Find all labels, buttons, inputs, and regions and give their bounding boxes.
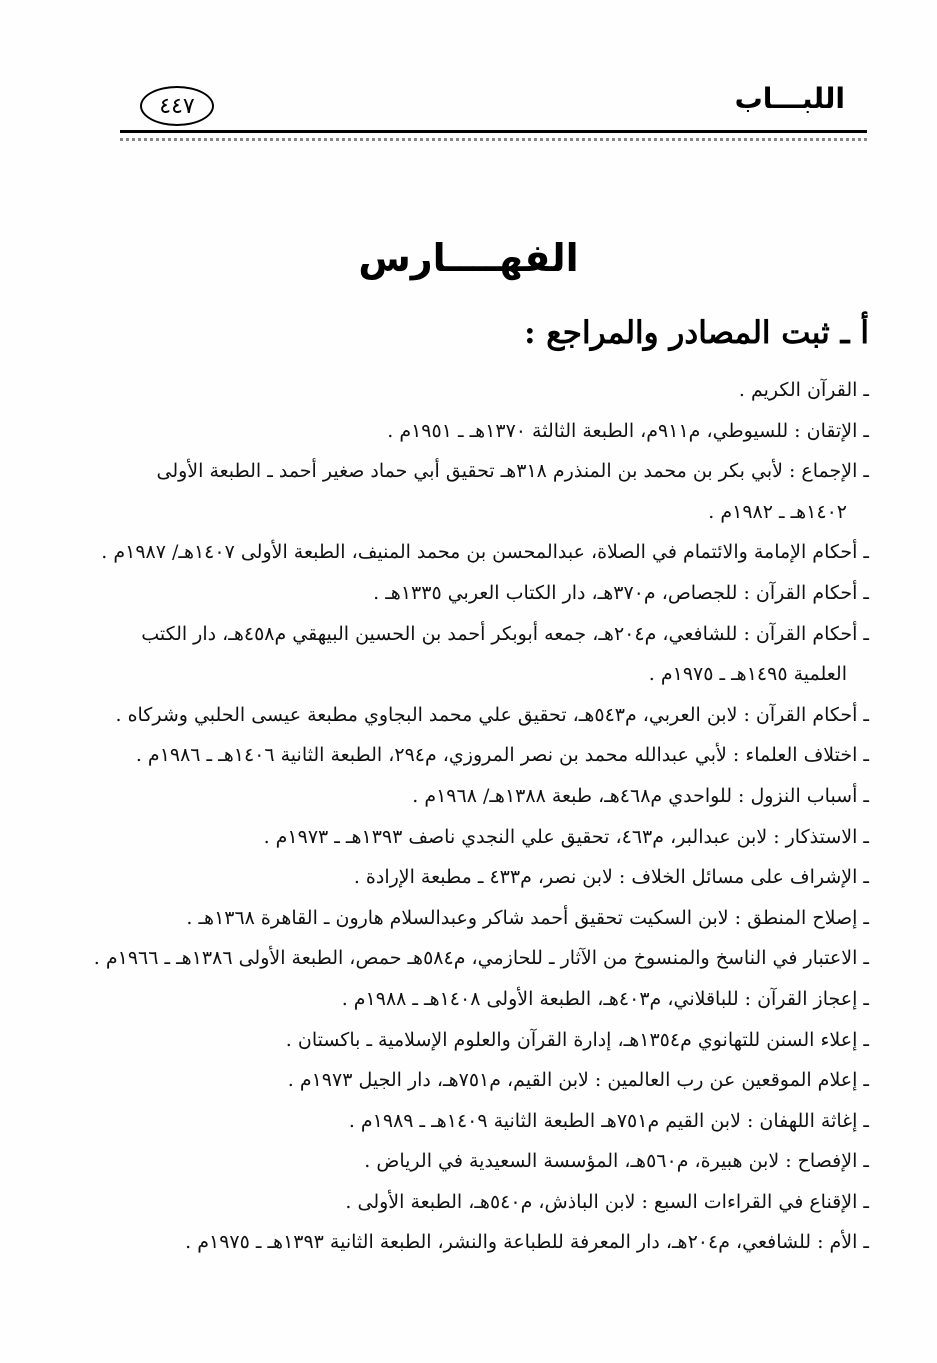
header-rule (120, 130, 867, 133)
bibliography-entry: ـ إصلاح المنطق : لابن السكيت تحقيق أحمد شاكر وعبدالسلام هارون ـ القاهرة ١٣٦٨هـ . (186, 906, 869, 929)
bibliography-entry: ـ الاعتبار في الناسخ والمنسوخ من الآثار ـ للحازمي، م٥٨٤هـ حمص، الطبعة الأولى ١٣٨٦هـ ـ ١٩٦٦م . (93, 947, 869, 970)
bibliography-entry: ـ أحكام الإمامة والائتمام في الصلاة، عبدالمحسن بن محمد المنيف، الطبعة الأولى ١٤٠٧هـ/ ١٩٨٧م . (101, 541, 869, 564)
bibliography-entry: ـ أحكام القرآن : للشافعي، م٢٠٤هـ، جمعه أبوبكر أحمد بن الحسين البيهقي م٤٥٨هـ، دار الكتب (141, 622, 869, 645)
bibliography-entry: ـ الإشراف على مسائل الخلاف : لابن نصر، م٤٣٣ ـ مطبعة الإرادة . (353, 866, 869, 889)
bibliography-entry: ـ أسباب النزول : للواحدي م٤٦٨هـ، طبعة ١٣٨٨هـ/ ١٩٦٨م . (412, 784, 869, 807)
bibliography-entry: ـ الإتقان : للسيوطي، م٩١١م، الطبعة الثالثة ١٣٧٠هـ ـ ١٩٥١م . (387, 419, 869, 442)
bibliography-entry: ـ إعلام الموقعين عن رب العالمين : لابن القيم، م٧٥١هـ، دار الجيل ١٩٧٣م . (287, 1069, 869, 1092)
bibliography-entry: ـ الإجماع : لأبي بكر بن محمد بن المنذرم ٣١٨هـ تحقيق أبي حماد صغير أحمد ـ الطبعة الأولى (156, 460, 869, 483)
subheading: أ ـ ثبت المصادر والمراجع : (524, 315, 869, 351)
bibliography-entry-continuation: العلمية ١٤٩٥هـ ـ ١٩٧٥م . (648, 663, 847, 686)
bibliography-entry: ـ إعجاز القرآن : للباقلاني، م٤٠٣هـ، الطبعة الأولى ١٤٠٨هـ ـ ١٩٨٨م . (341, 987, 869, 1010)
bibliography-entry: ـ إغاثة اللهفان : لابن القيم م٧٥١هـ الطبعة الثانية ١٤٠٩هـ ـ ١٩٨٩م . (348, 1109, 869, 1132)
bibliography-entry: ـ الإفصاح : لابن هبيرة، م٥٦٠هـ، المؤسسة السعيدية في الرياض . (364, 1150, 869, 1173)
bibliography-entry: ـ الإقناع في القراءات السبع : لابن الباذش، م٥٤٠هـ، الطبعة الأولى . (345, 1190, 869, 1213)
bibliography-entry: ـ القرآن الكريم . (738, 379, 869, 401)
header-rule-dotted (120, 138, 867, 141)
bibliography-entry: ـ أحكام القرآن : لابن العربي، م٥٤٣هـ، تحقيق علي محمد البجاوي مطبعة عيسى الحلبي وشركاه . (115, 703, 869, 726)
running-title: اللبـــاب (734, 82, 845, 115)
bibliography-entry: ـ إعلاء السنن للتهانوي م١٣٥٤هـ، إدارة القرآن والعلوم الإسلامية ـ باكستان . (285, 1028, 869, 1051)
bibliography-entry-continuation: ١٤٠٢هـ ـ ١٩٨٢م . (708, 500, 847, 523)
section-title: الفهــــارس (358, 236, 579, 280)
bibliography-entry: ـ أحكام القرآن : للجصاص، م٣٧٠هـ، دار الكتاب العربي ١٣٣٥هـ . (373, 581, 869, 604)
bibliography-entry: ـ اختلاف العلماء : لأبي عبدالله محمد بن نصر المروزي، م٢٩٤، الطبعة الثانية ١٤٠٦هـ ـ ١٩٨٦م . (135, 744, 869, 767)
page-number: ٤٤٧ (140, 86, 214, 126)
bibliography-entry: ـ الاستذكار : لابن عبدالبر، م٤٦٣، تحقيق علي النجدي ناصف ١٣٩٣هـ ـ ١٩٧٣م . (263, 825, 869, 848)
bibliography-entry: ـ الأم : للشافعي، م٢٠٤هـ، دار المعرفة للطباعة والنشر، الطبعة الثانية ١٣٩٣هـ ـ ١٩٧٥م . (185, 1231, 869, 1254)
bibliography-list (64, 370, 869, 1263)
